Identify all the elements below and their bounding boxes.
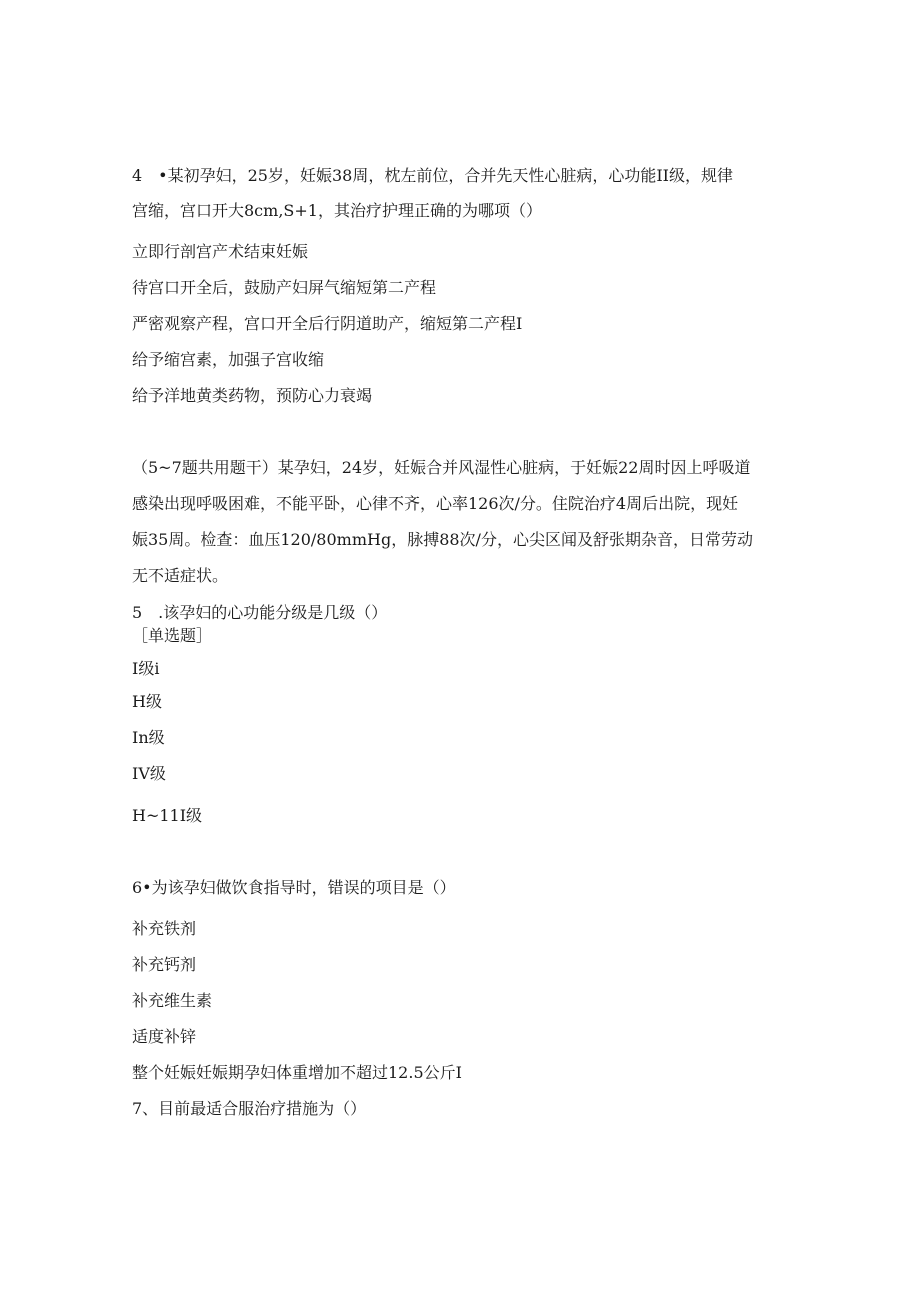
question-5-option-1: I级i	[132, 659, 160, 678]
question-6-option-4: 适度补锌	[132, 1027, 197, 1046]
question-6-option-3: 补充维生素	[132, 991, 213, 1010]
question-4-option-2: 待宫口开全后，鼓励产妇屏气缩短第二产程	[132, 278, 437, 297]
question-7-text: 7、目前最适合服治疗措施为（）	[132, 1099, 367, 1118]
question-5-option-4: IV级	[132, 764, 166, 783]
question-4-option-1: 立即行剖宫产术结束妊娠	[132, 242, 309, 261]
question-5-option-3: In级	[132, 728, 165, 747]
question-6-text: 6•为该孕妇做饮食指导时，错误的项目是（）	[132, 878, 456, 897]
question-4-text-line-2: 宫缩，宫口开大8cm,S+1，其治疗护理正确的为哪项（）	[132, 201, 542, 220]
question-4-option-5: 给予洋地黄类药物，预防心力衰竭	[132, 386, 373, 405]
question-4-option-4: 给予缩宫素，加强子宫收缩	[132, 350, 325, 369]
question-5-type-tag: ［单选题］	[132, 626, 213, 645]
shared-stem-line-3: 娠35周。检查：血压120/80mmHg，脉搏88次/分，心尖区闻及舒张期杂音，日常劳动	[132, 530, 753, 549]
question-5-text: 5 .该孕妇的心功能分级是几级（）	[132, 603, 388, 622]
question-6-option-5: 整个妊娠妊娠期孕妇体重增加不超过12.5公斤I	[132, 1063, 462, 1082]
question-4-option-3: 严密观察产程，宫口开全后行阴道助产，缩短第二产程I	[132, 314, 523, 333]
shared-stem-line-2: 感染出现呼吸困难，不能平卧，心律不齐，心率126次/分。住院治疗4周后出院，现妊	[132, 494, 739, 513]
question-5-option-5: H~11I级	[132, 806, 203, 825]
shared-stem-line-1: （5~7题共用题干）某孕妇，24岁，妊娠合并风湿性心脏病，于妊娠22周时因上呼吸道	[132, 458, 751, 477]
question-4-text-line-1: 4 •某初孕妇，25岁，妊娠38周，枕左前位，合并先天性心脏病，心功能II级，规律	[132, 166, 733, 185]
question-5-option-2: H级	[132, 692, 162, 711]
question-6-option-2: 补充钙剂	[132, 955, 197, 974]
question-6-option-1: 补充铁剂	[132, 919, 197, 938]
shared-stem-line-4: 无不适症状。	[132, 566, 229, 585]
